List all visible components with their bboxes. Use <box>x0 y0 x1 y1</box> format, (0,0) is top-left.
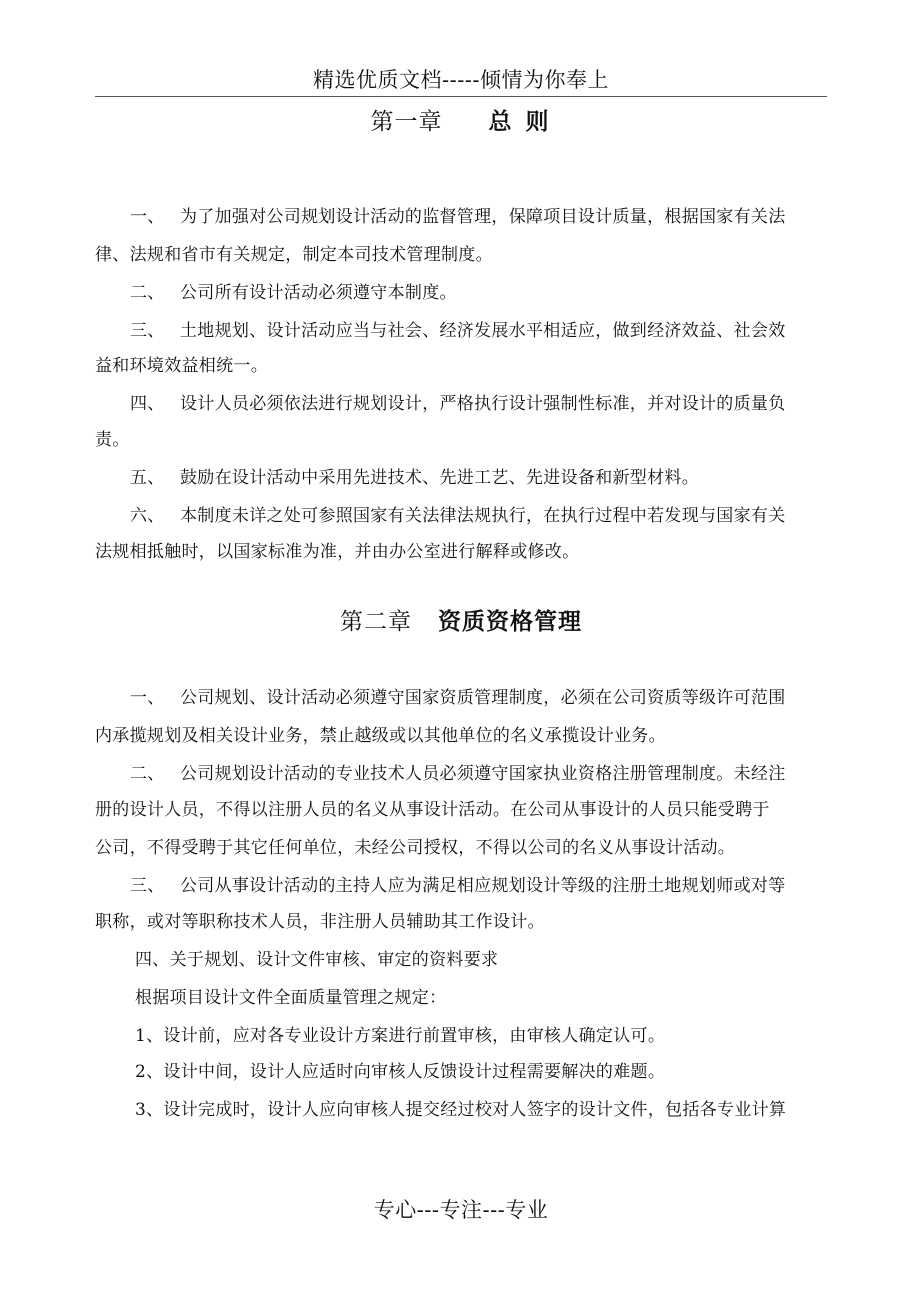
paragraph-line: 内承揽规划及相关设计业务，禁止越级或以其他单位的名义承揽设计业务。 <box>95 726 666 746</box>
paragraph-line <box>95 762 827 786</box>
item-marker: 六、 <box>130 506 165 526</box>
item-text: 设计人员必须依法进行规划设计，严格执行设计强制性标准，并对设计的质量负 <box>180 394 786 414</box>
paragraph-line <box>95 319 827 343</box>
step-line: 3、设计完成时，设计人应向审核人提交经过校对人签字的设计文件，包括各专业计算 <box>135 1100 787 1120</box>
item-marker: 二、 <box>130 764 165 784</box>
paragraph-line: 法规相抵触时，以国家标准为准，并由办公室进行解释或修改。 <box>95 542 580 562</box>
step-line: 1、设计前，应对各专业设计方案进行前置审核，由审核人确定认可。 <box>135 1026 666 1046</box>
paragraph-line: 责。 <box>95 430 130 450</box>
paragraph-line <box>95 504 827 528</box>
paragraph-line: 册的设计人员，不得以注册人员的名义从事设计活动。在公司从事设计的人员只能受聘于 <box>95 800 770 820</box>
item-text: 鼓励在设计活动中采用先进技术、先进工艺、先进设备和新型材料。 <box>180 468 699 488</box>
paragraph-line: 公司，不得受聘于其它任何单位，未经公司授权，不得以公司的名义从事设计活动。 <box>95 838 736 858</box>
item-text: 公司从事设计活动的主持人应为满足相应规划设计等级的注册土地规划师或对等 <box>180 876 786 896</box>
item-4-heading: 四、关于规划、设计文件审核、审定的资料要求 <box>135 950 499 970</box>
paragraph-line <box>95 874 827 898</box>
chapter-1-number: 第一章 <box>370 109 443 135</box>
paragraph-line: 职称，或对等职称技术人员，非注册人员辅助其工作设计。 <box>95 912 545 932</box>
chapter-2-heading <box>95 606 827 638</box>
item-text: 土地规划、设计活动应当与社会、经济发展水平相适应，做到经济效益、社会效 <box>180 321 786 341</box>
paragraph-line <box>95 205 827 229</box>
paragraph-line: 律、法规和省市有关规定，制定本司技术管理制度。 <box>95 245 493 265</box>
paragraph-line <box>95 392 827 416</box>
page-footer: 专心---专注---专业 <box>373 1198 549 1222</box>
step-line: 2、设计中间，设计人应适时向审核人反馈设计过程需要解决的难题。 <box>135 1062 666 1082</box>
chapter-2-title: 资质资格管理 <box>438 608 582 635</box>
paragraph-line <box>95 281 827 305</box>
item-text: 公司规划、设计活动必须遵守国家资质管理制度，必须在公司资质等级许可范围 <box>180 688 786 708</box>
item-marker: 五、 <box>130 468 165 488</box>
page-header: 精选优质文档-----倾情为你奉上 <box>313 68 609 92</box>
paragraph-line <box>95 466 827 490</box>
item-marker: 一、 <box>130 688 165 708</box>
item-marker: 三、 <box>130 876 165 896</box>
item-marker: 二、 <box>130 283 165 303</box>
item-marker: 一、 <box>130 207 165 227</box>
chapter-1-title: 总 则 <box>488 108 552 135</box>
item-text: 本制度未详之处可参照国家有关法律法规执行，在执行过程中若发现与国家有关 <box>180 506 786 526</box>
item-4-intro: 根据项目设计文件全面质量管理之规定： <box>135 988 447 1008</box>
paragraph-line: 益和环境效益相统一。 <box>95 356 268 376</box>
chapter-2-number: 第二章 <box>340 609 412 635</box>
item-marker: 四、 <box>130 394 165 414</box>
chapter-1-heading <box>95 106 827 138</box>
header-rule <box>95 96 827 97</box>
item-text: 为了加强对公司规划设计活动的监督管理，保障项目设计质量，根据国家有关法 <box>180 207 786 227</box>
paragraph-line <box>95 686 827 710</box>
item-marker: 三、 <box>130 321 165 341</box>
item-text: 公司所有设计活动必须遵守本制度。 <box>180 283 457 303</box>
item-text: 公司规划设计活动的专业技术人员必须遵守国家执业资格注册管理制度。未经注 <box>180 764 786 784</box>
